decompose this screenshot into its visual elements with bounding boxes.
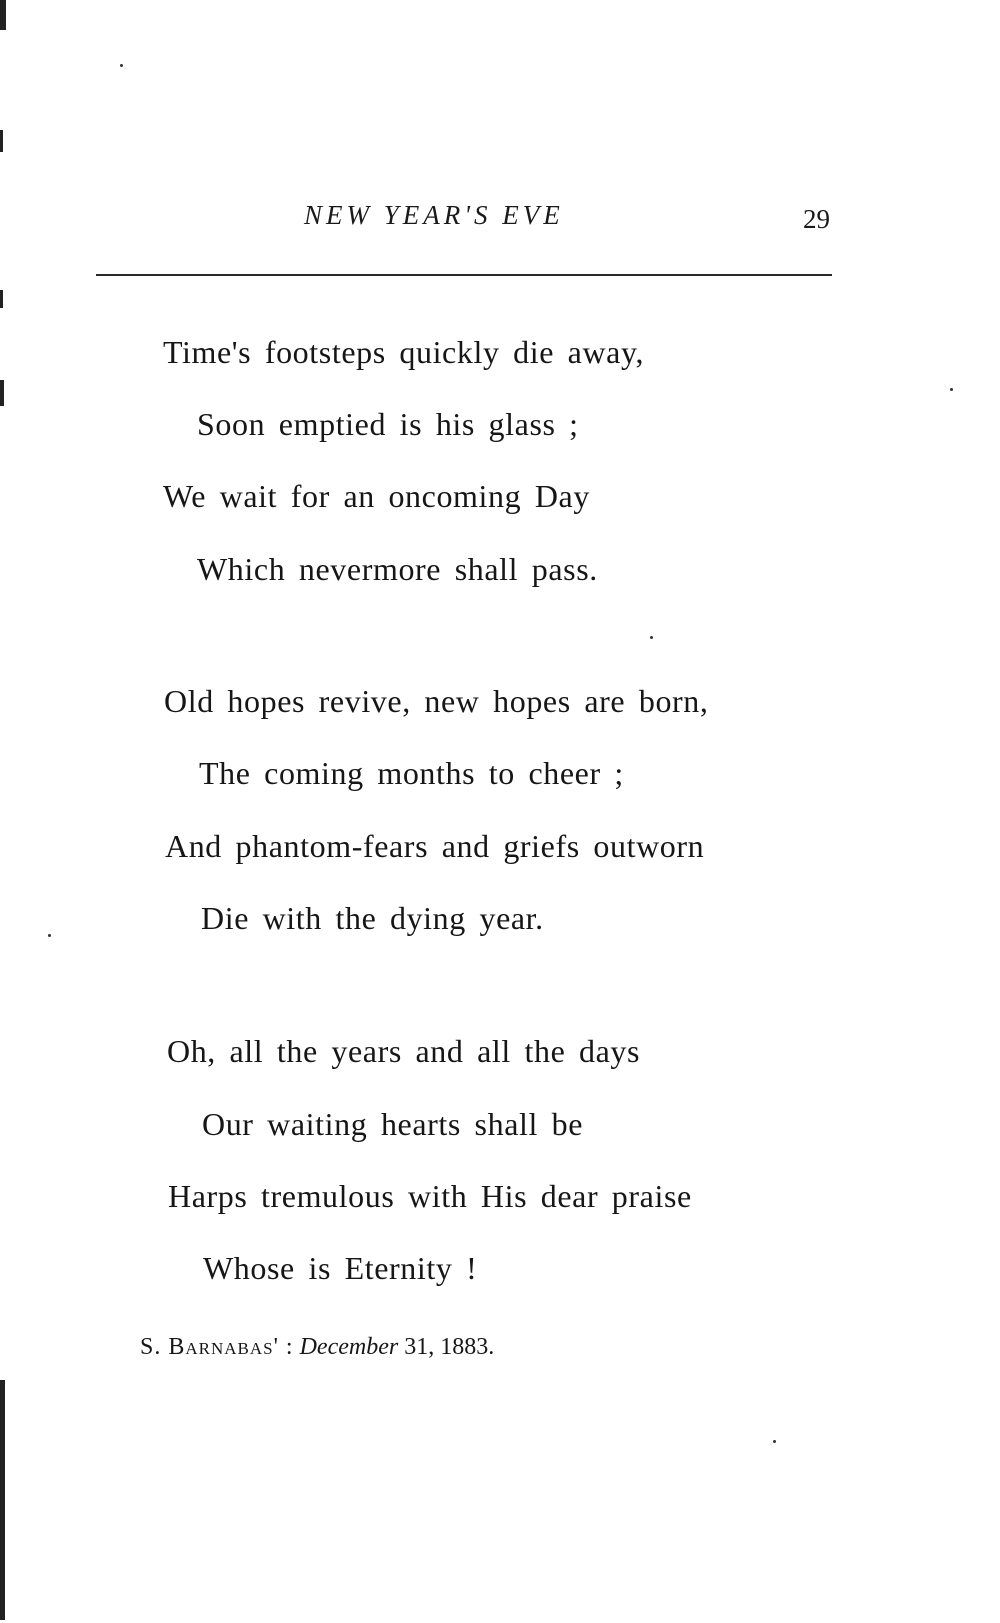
poem-line: Time's footsteps quickly die away,	[163, 334, 645, 370]
attribution-month: December	[299, 1334, 399, 1360]
poem-line: We wait for an oncoming Day	[163, 478, 590, 514]
scan-speck	[650, 636, 653, 639]
scan-edge-mark	[0, 380, 4, 406]
scan-speck	[120, 64, 123, 67]
attribution-date: 31, 1883.	[404, 1334, 495, 1360]
scan-edge-mark	[0, 290, 3, 308]
poem-line: Die with the dying year.	[201, 900, 544, 936]
scan-edge-mark	[0, 130, 3, 152]
scan-edge-mark	[0, 0, 6, 30]
poem-line: And phantom-fears and griefs outworn	[165, 828, 705, 864]
scan-speck	[773, 1440, 776, 1443]
attribution-place: S. Barnabas' :	[140, 1334, 294, 1360]
poem-line: Whose is Eternity !	[203, 1250, 478, 1286]
poem-line: The coming months to cheer ;	[199, 755, 624, 791]
poem-line: Old hopes revive, new hopes are born,	[164, 683, 709, 719]
page-number: 29	[803, 204, 830, 234]
scan-speck	[950, 388, 953, 391]
poem-line: Oh, all the years and all the days	[167, 1033, 641, 1069]
scan-speck	[48, 934, 51, 937]
poem-line: Soon emptied is his glass ;	[197, 406, 579, 442]
running-head	[0, 200, 1000, 240]
poem-line: Our waiting hearts shall be	[202, 1106, 583, 1142]
attribution	[140, 1334, 494, 1361]
poem-line: Harps tremulous with His dear praise	[168, 1178, 692, 1214]
poem-line: Which nevermore shall pass.	[197, 551, 598, 587]
header-rule	[96, 274, 832, 276]
scan-edge-mark	[0, 1380, 5, 1620]
running-title: NEW YEAR'S EVE	[304, 200, 564, 230]
